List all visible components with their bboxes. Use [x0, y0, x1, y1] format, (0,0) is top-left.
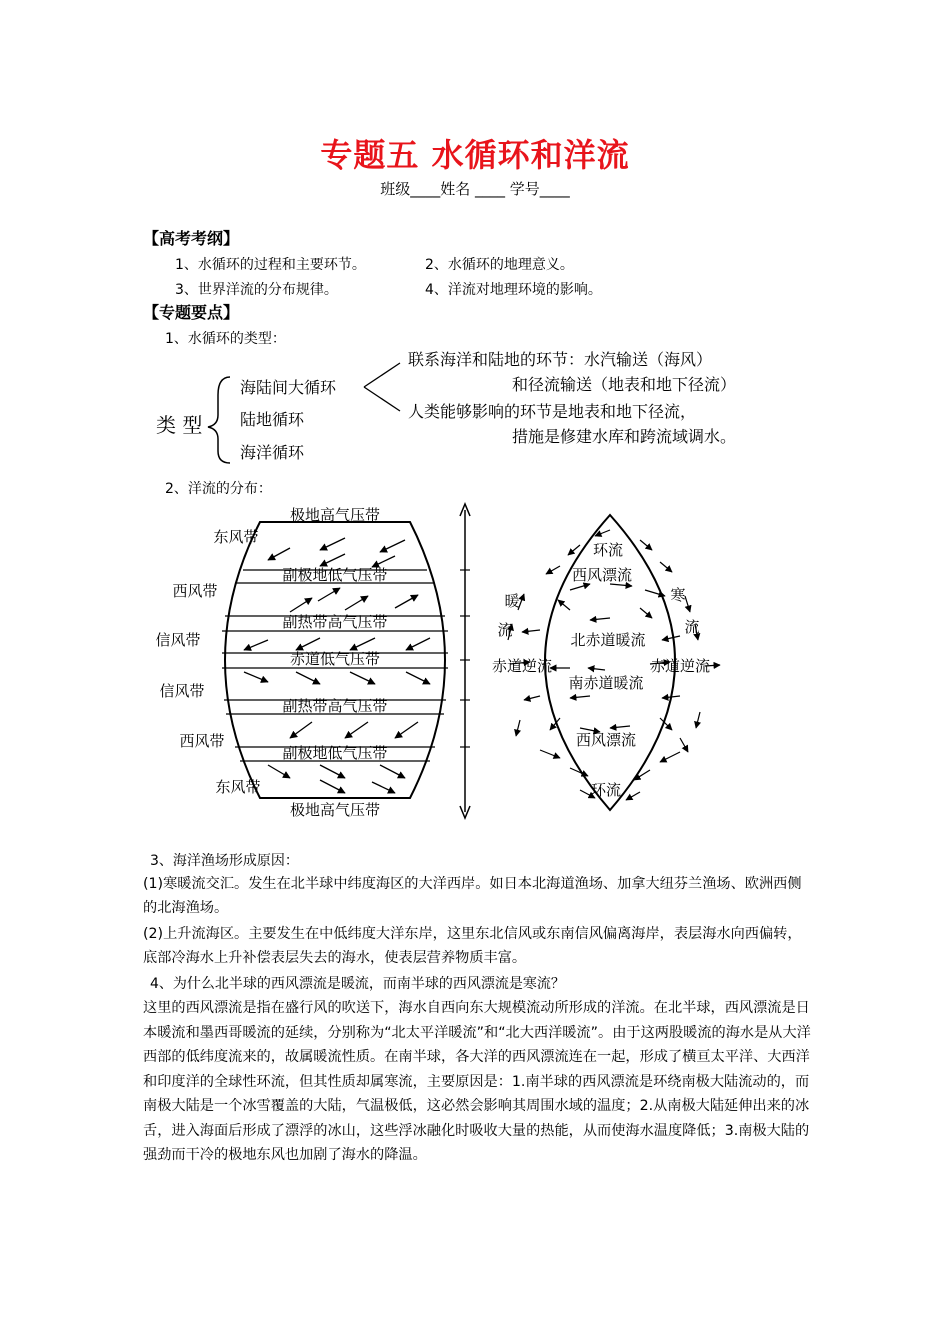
key-points-heading: 【专题要点】	[143, 303, 240, 322]
wind-belt-5: 西风带	[179, 732, 225, 750]
current-label-6: 流	[684, 618, 700, 636]
wind-belt-6: 东风带	[215, 778, 261, 796]
pressure-belt-6: 副极地低气压带	[282, 744, 388, 762]
pressure-belt-7: 极地高气压带	[289, 801, 381, 819]
outline-item-1: 1、水循环的过程和主要环节。	[175, 257, 366, 273]
type-2: 陆地循环	[240, 410, 305, 429]
link-text-4: 措施是修建水库和跨流域调水。	[512, 427, 737, 446]
type-1: 海陆间大循环	[240, 378, 337, 397]
student-info-line: 班级____姓名 ____ 学号____	[380, 180, 570, 198]
current-label-8: 赤道逆流	[491, 657, 553, 675]
wind-belt-4: 信风带	[159, 682, 205, 700]
pressure-belt-1: 极地高气压带	[289, 506, 381, 524]
branch-line-lower	[364, 387, 400, 411]
outline-item-2: 2、水循环的地理意义。	[425, 257, 574, 273]
brace-icon	[208, 377, 230, 463]
link-text-3: 人类能够影响的环节是地表和地下径流，	[408, 402, 697, 421]
link-text-1: 联系海洋和陆地的环节：水汽输送（海风）	[408, 350, 713, 369]
current-label-3: 暖	[504, 592, 520, 610]
fishery-heading: 3、海洋渔场形成原因：	[150, 853, 299, 869]
current-label-1: 环流	[592, 541, 624, 559]
type-label: 类 型	[156, 413, 203, 437]
pressure-belt-5: 副热带高气压带	[282, 697, 388, 715]
current-label-7: 北赤道暖流	[570, 631, 646, 649]
current-label-11: 西风漂流	[575, 731, 637, 749]
water-cycle-diagram	[150, 345, 810, 470]
wind-belt-1: 东风带	[213, 528, 259, 546]
pressure-belt-4: 赤道低气压带	[289, 650, 381, 668]
current-label-5: 流	[497, 621, 513, 639]
pressure-belt-globe	[222, 504, 470, 819]
current-label-4: 寒	[670, 586, 686, 604]
wind-ocean-diagram	[140, 500, 740, 830]
wind-belt-3: 信风带	[155, 631, 201, 649]
current-label-12: 环流	[590, 781, 622, 799]
page-title: 专题五 水循环和洋流	[320, 136, 630, 174]
pressure-belt-3: 副热带高气压带	[282, 613, 388, 631]
question-answer: 这里的西风漂流是指在盛行风的吹送下，海水自西向东大规模流动所形成的洋流。在北半球，西风漂流是日本暖流和墨西哥暖流的延续，分别称为“北太平洋暖流”和“北大西洋暖流”。由于这两股暖流的海水是从大洋西部的低纬度流来的，故属暖流性质。在南半球，各大洋的西风漂流连在一起，形成了横亘太平洋、大西洋和印度洋的全球性环流，但其性质却属寒流，主要原因是：1.南半球的西风漂流是环绕南极大陆流动的，而南极大陆是一个冰雪覆盖的大陆，气温极低，这必然会影响其周围水域的温度；2.从南极大陆延伸出来的冰舌，进入海面后形成了漂浮的冰山，这些浮冰融化时吸收大量的热能，从而使海水温度降低；3.南极大陆的强劲而干冷的极地东风也加剧了海水的降温。	[143, 1000, 811, 1163]
outline-item-4: 4、洋流对地理环境的影响。	[425, 282, 602, 298]
key-point-2: 2、洋流的分布：	[165, 481, 272, 497]
fishery-paragraph-1: (1)寒暖流交汇。发生在北半球中纬度海区的大洋西岸。如日本北海道渔场、加拿大纽芬兰渔场、欧洲西侧的北海渔场。	[143, 876, 802, 916]
ocean-current-globe	[492, 515, 720, 810]
current-label-2: 西风漂流	[571, 566, 633, 584]
outline-heading: 【高考考纲】	[143, 229, 240, 248]
outline-item-3: 3、世界洋流的分布规律。	[175, 282, 338, 298]
key-point-1: 1、水循环的类型：	[165, 331, 286, 347]
pressure-belt-2: 副极地低气压带	[282, 566, 388, 584]
type-3: 海洋循环	[240, 443, 305, 462]
link-text-2: 和径流输送（地表和地下径流）	[512, 375, 737, 394]
wind-belt-2: 西风带	[172, 582, 218, 600]
branch-line-upper	[364, 363, 400, 387]
question-heading: 4、为什么北半球的西风漂流是暖流，而南半球的西风漂流是寒流？	[150, 976, 565, 992]
current-label-10: 南赤道暖流	[568, 674, 644, 692]
fishery-paragraph-2: (2)上升流海区。主要发生在中低纬度大洋东岸，这里东北信风或东南信风偏离海岸，表层海水向西偏转，底部冷海水上升补偿表层失去的海水，使表层营养物质丰富。	[143, 926, 802, 966]
current-label-9: 赤道逆流	[649, 657, 711, 675]
